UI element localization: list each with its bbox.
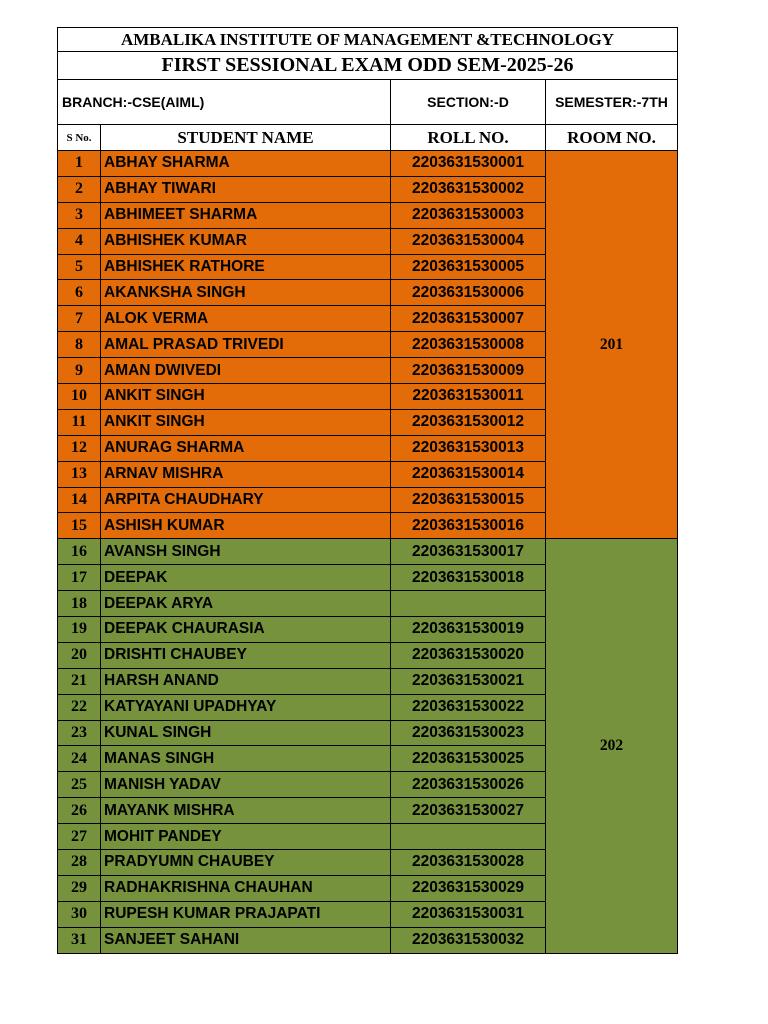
student-name: AMAL PRASAD TRIVEDI [101,332,391,358]
student-roll: 2203631530023 [391,720,546,746]
student-roll: 2203631530025 [391,746,546,772]
student-roll: 2203631530016 [391,513,546,539]
student-sno: 25 [58,772,101,798]
student-roll: 2203631530027 [391,798,546,824]
student-name: ASHISH KUMAR [101,513,391,539]
student-sno: 30 [58,901,101,927]
semester-label: SEMESTER:-7TH [546,80,678,125]
student-roll: 2203631530011 [391,384,546,410]
student-name: DEEPAK [101,565,391,591]
student-roll: 2203631530001 [391,151,546,177]
student-sno: 7 [58,306,101,332]
student-sno: 6 [58,280,101,306]
student-roll: 2203631530009 [391,358,546,384]
student-sno: 24 [58,746,101,772]
student-name: MAYANK MISHRA [101,798,391,824]
student-sno: 12 [58,435,101,461]
student-roll: 2203631530006 [391,280,546,306]
student-sno: 17 [58,565,101,591]
institute-title: AMBALIKA INSTITUTE OF MANAGEMENT &TECHNOLOGY [58,28,678,52]
student-sno: 22 [58,694,101,720]
student-name: AVANSH SINGH [101,539,391,565]
student-roll: 2203631530008 [391,332,546,358]
student-sno: 4 [58,228,101,254]
student-roll: 2203631530031 [391,901,546,927]
student-sno: 31 [58,927,101,953]
exam-title: FIRST SESSIONAL EXAM ODD SEM-2025-26 [58,52,678,80]
student-name: KATYAYANI UPADHYAY [101,694,391,720]
student-roll: 2203631530013 [391,435,546,461]
student-name: HARSH ANAND [101,668,391,694]
student-name: ABHIMEET SHARMA [101,202,391,228]
student-name: RADHAKRISHNA CHAUHAN [101,875,391,901]
student-name: MANISH YADAV [101,772,391,798]
student-roll: 2203631530020 [391,642,546,668]
seating-sheet [57,27,678,954]
student-sno: 18 [58,591,101,617]
col-header-name: STUDENT NAME [101,125,391,151]
student-name: RUPESH KUMAR PRAJAPATI [101,901,391,927]
student-roll: 2203631530012 [391,409,546,435]
student-name: SANJEET SAHANI [101,927,391,953]
student-name: MOHIT PANDEY [101,824,391,850]
student-sno: 19 [58,617,101,643]
col-header-roll: ROLL NO. [391,125,546,151]
student-sno: 28 [58,850,101,876]
column-header-row [58,125,678,151]
student-name: ABHAY TIWARI [101,176,391,202]
student-roll: 2203631530029 [391,875,546,901]
student-roll: 2203631530014 [391,461,546,487]
student-name: ANKIT SINGH [101,409,391,435]
section-label: SECTION:-D [391,80,546,125]
student-sno: 27 [58,824,101,850]
student-roll [391,591,546,617]
student-sno: 29 [58,875,101,901]
student-name: KUNAL SINGH [101,720,391,746]
student-sno: 10 [58,384,101,410]
col-header-sno: S No. [58,125,101,151]
student-sno: 13 [58,461,101,487]
student-sno: 23 [58,720,101,746]
student-name: ARNAV MISHRA [101,461,391,487]
student-sno: 21 [58,668,101,694]
student-name: ARPITA CHAUDHARY [101,487,391,513]
student-roll: 2203631530004 [391,228,546,254]
student-sno: 20 [58,642,101,668]
student-name: ANURAG SHARMA [101,435,391,461]
student-sno: 26 [58,798,101,824]
student-roll: 2203631530021 [391,668,546,694]
student-roll [391,824,546,850]
student-name: ABHAY SHARMA [101,151,391,177]
student-name: ANKIT SINGH [101,384,391,410]
branch-label: BRANCH:-CSE(AIML) [58,80,391,125]
student-name: PRADYUMN CHAUBEY [101,850,391,876]
student-sno: 3 [58,202,101,228]
student-sno: 8 [58,332,101,358]
student-roll: 2203631530019 [391,617,546,643]
student-roll: 2203631530017 [391,539,546,565]
col-header-room: ROOM NO. [546,125,678,151]
table-row [58,539,678,565]
student-name: DEEPAK ARYA [101,591,391,617]
student-sno: 2 [58,176,101,202]
student-name: AKANKSHA SINGH [101,280,391,306]
student-roll: 2203631530026 [391,772,546,798]
student-roll: 2203631530028 [391,850,546,876]
student-roll: 2203631530002 [391,176,546,202]
student-name: ABHISHEK RATHORE [101,254,391,280]
room-number: 202 [546,539,678,953]
student-roll: 2203631530022 [391,694,546,720]
student-roll: 2203631530003 [391,202,546,228]
table-row [58,151,678,177]
student-roll: 2203631530007 [391,306,546,332]
student-roll: 2203631530032 [391,927,546,953]
student-name: DEEPAK CHAURASIA [101,617,391,643]
student-roll: 2203631530018 [391,565,546,591]
student-name: DRISHTI CHAUBEY [101,642,391,668]
student-name: MANAS SINGH [101,746,391,772]
student-sno: 16 [58,539,101,565]
student-sno: 11 [58,409,101,435]
student-roll: 2203631530015 [391,487,546,513]
student-name: ALOK VERMA [101,306,391,332]
student-name: AMAN DWIVEDI [101,358,391,384]
room-number: 201 [546,151,678,539]
student-sno: 9 [58,358,101,384]
student-sno: 1 [58,151,101,177]
student-name: ABHISHEK KUMAR [101,228,391,254]
student-sno: 15 [58,513,101,539]
student-sno: 5 [58,254,101,280]
student-roll: 2203631530005 [391,254,546,280]
student-sno: 14 [58,487,101,513]
